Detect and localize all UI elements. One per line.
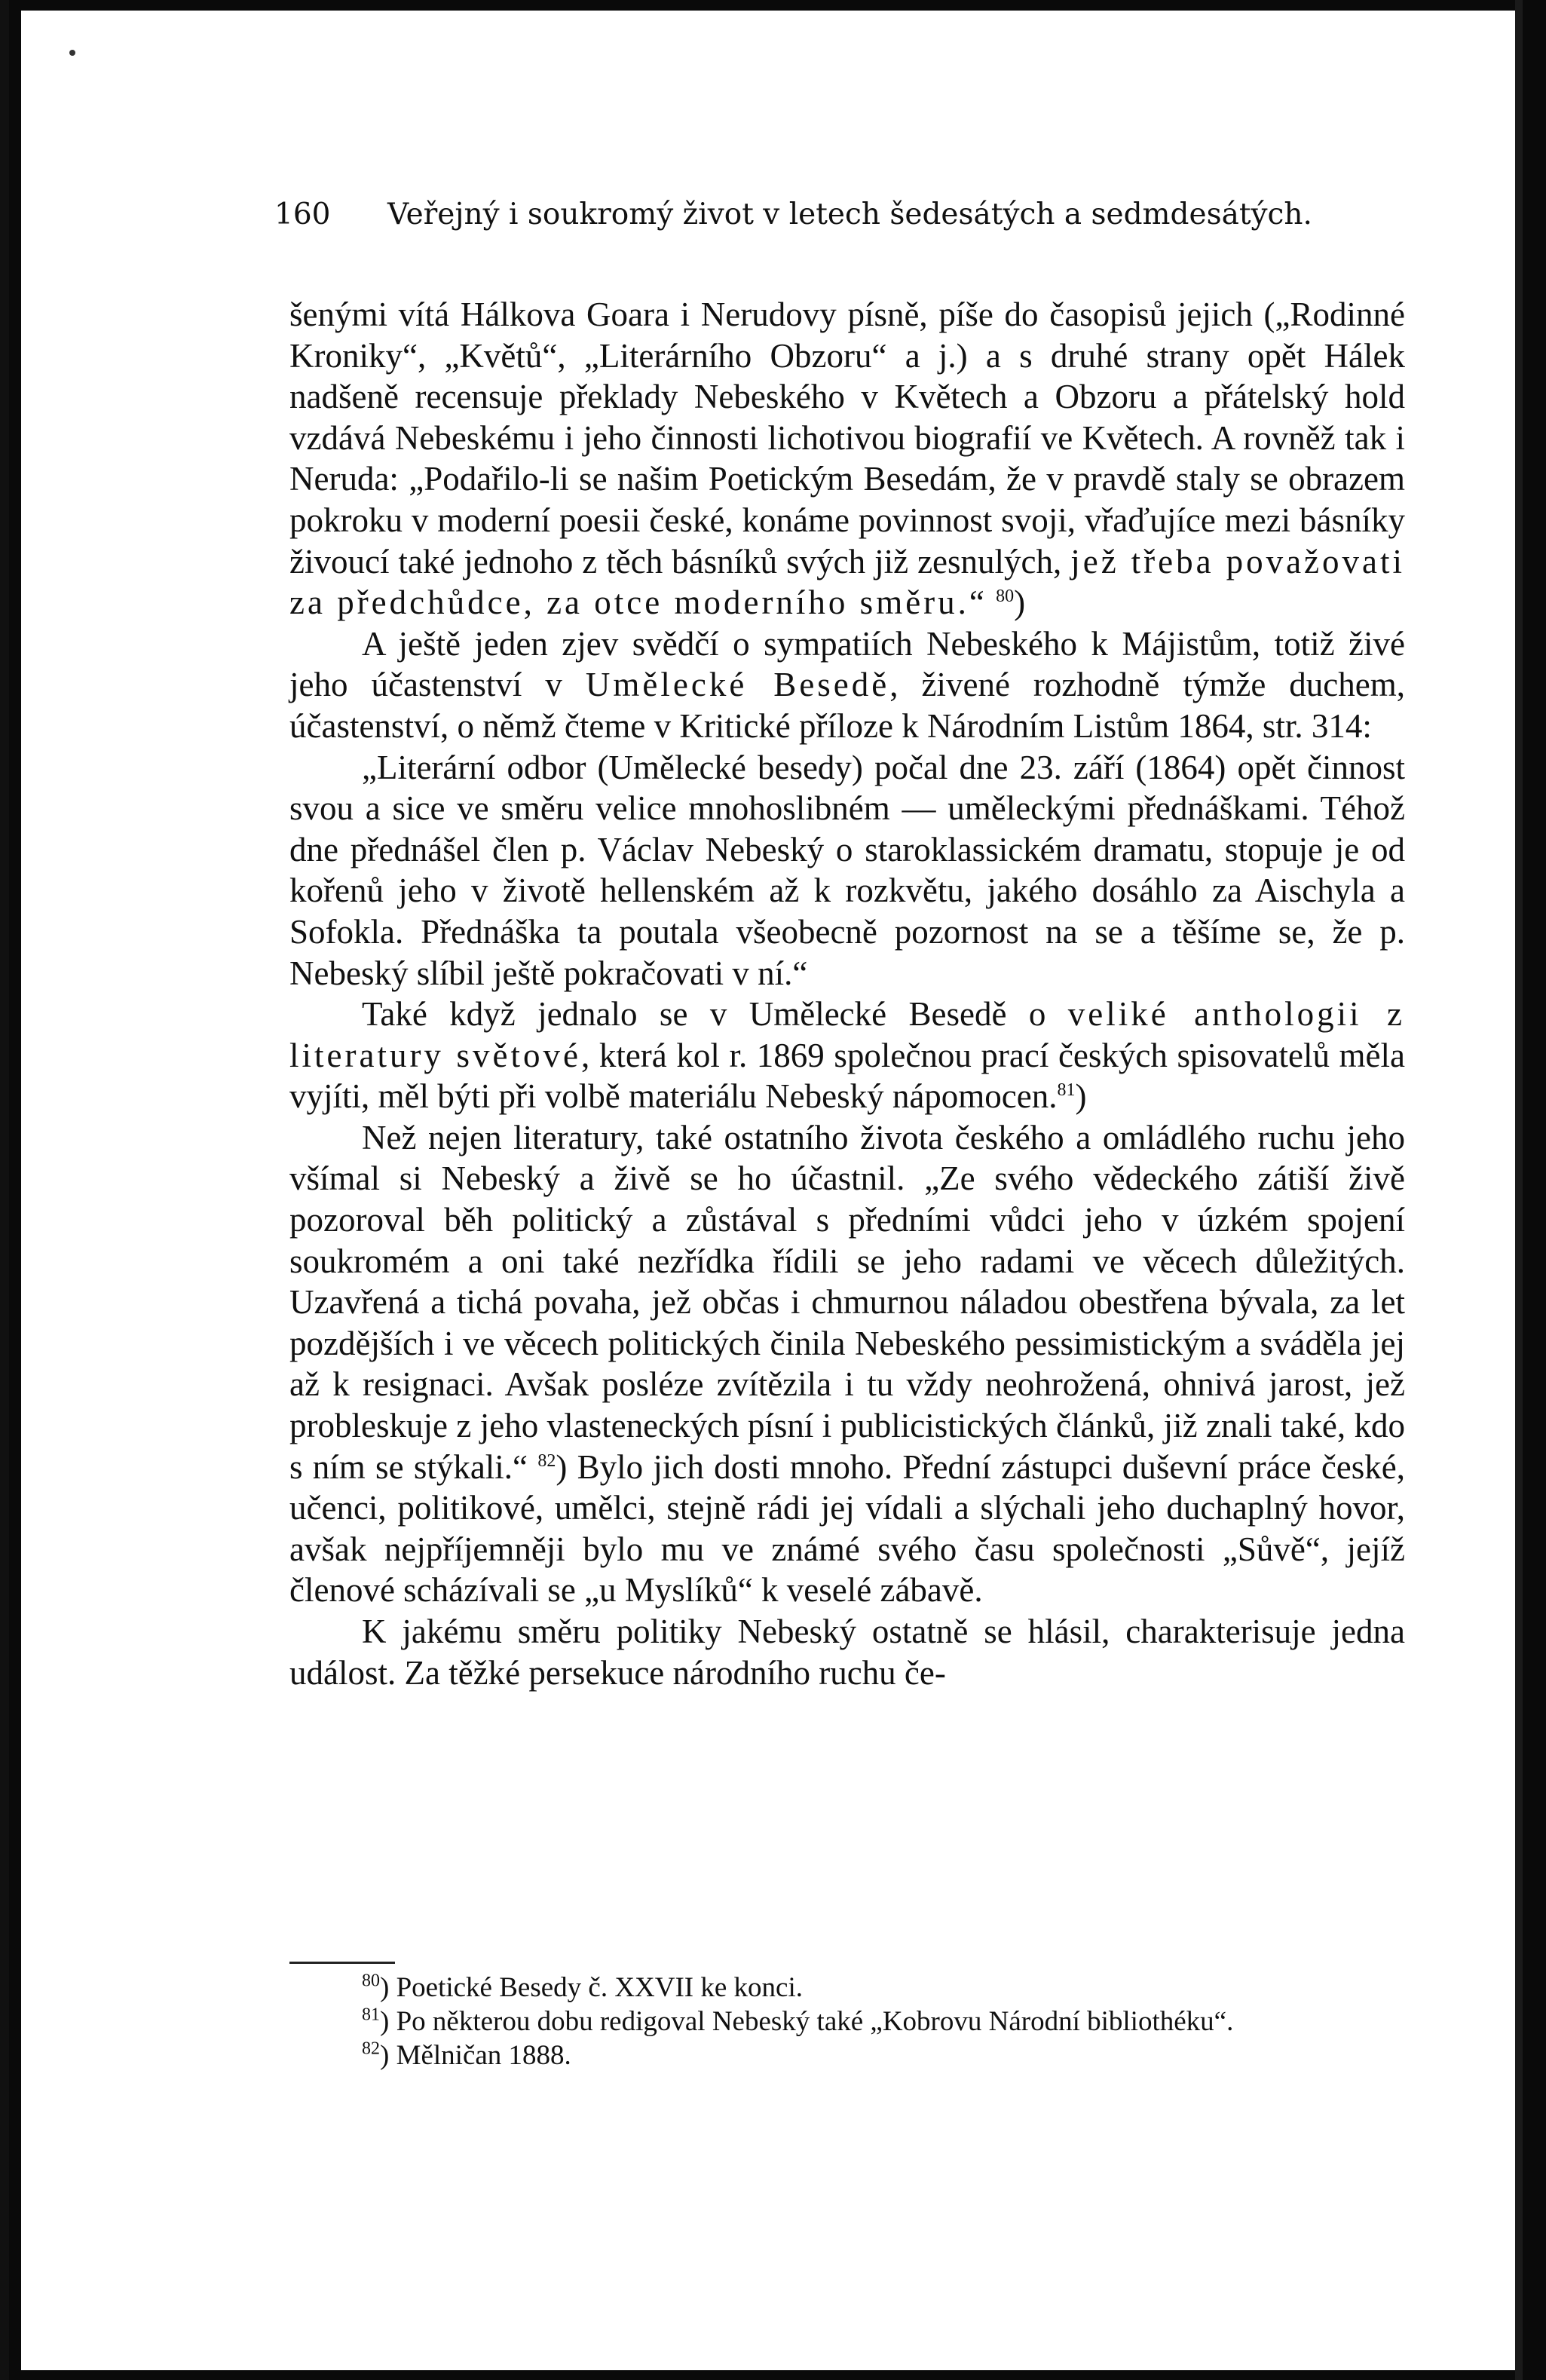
footnote-80-text: Poetické Besedy č. XXVII ke konci. [396, 1972, 804, 2003]
footnote-separator [289, 1962, 395, 1964]
paragraph-1-text: šenými vítá Hálkova Goara i Nerudovy písně, píše do časopisů jejich („Rodinné Kroniky“, „Květů“, „Literárního Obzoru“ a j.) a s druhé strany opět Hálek nadšeně recensuje překlady Nebeského v Květech a Obzoru a přátelský hold vzdává Nebeskému i jeho činnosti lichotivou biografií ve Květech. A rovněž tak i Neruda: „Podařilo-li se našim Poetickým Besedám, že v pravdě staly se obrazem pokroku v moderní poesii české, konáme povinnost svoji, vřaďujíce mezi básníky živoucí také jednoho z těch básníků svých již zesnulých, [289, 296, 1405, 580]
footnote-80: $^{80}$) Poetické Besedy č. XXVII ke konci. [362, 1971, 804, 2003]
paragraph-4-text-b: , která kol r. 1869 společnou prací českých spisovatelů měla vyjíti, měl býti při volbě materiálu Nebeský nápomocen. [289, 1036, 1405, 1116]
paragraph-5: Než nejen literatury, také ostatního života českého a omládlého ruchu jeho všímal si Nebeský a živě se ho účastnil. „Ze svého vědeckého zátiší živě pozoroval běh politický a zůstával s předními vůdci jeho v úzkém spojení soukromém a oni také nezřídka řídili se jeho radami ve věcech důležitých. Uzavřená a tichá povaha, jež občas i chmurnou náladou obestřena bývala, za let pozdějších i ve věcech politických činila Nebeského pessimistickým a sváděla jej až k resignaci. Avšak posléze zvítězila i tu vždy neohrožená, ohnivá jarost, jež probleskuje z jeho vlasteneckých písní i publicistických článků, již znali také, kdo s ním se stýkali.“ $^{82}$) Bylo jich dosti mnoho. Přední zástupci duševní práce české, učenci, politikové, umělci, stejně rádi jej vídali a slýchali jeho duchaplný hovor, avšak nejpříjemněji bylo mu ve známé svého času společnosti „Sůvě“, jejíž členové scházívali se „u Myslíků“ k veselé zábavě. [289, 1118, 1406, 1610]
body-text [289, 294, 1405, 1693]
paragraph-6: K jakému směru politiky Nebeský ostatně se hlásil, charakterisuje jedna událost. Za těžké persekuce národního ruchu če- [289, 1613, 1405, 1692]
page-number: 160 [274, 198, 331, 231]
scan-left-edge [0, 0, 9, 2380]
footnote-81-mark: 81 [362, 2005, 380, 2025]
footnotes [289, 1971, 1405, 2072]
footnote-82-mark: 82 [362, 2038, 380, 2059]
paragraph-2 [289, 623, 1405, 747]
paragraph-1-spaced: jež třeba považovati za předchůdce, za otce moderního směru.“ [289, 542, 1405, 622]
paragraph-2-text-b: , živené rozhodně týmže duchem, účastenství, o němž čteme v Kritické příloze k Národním Listům 1864, str. 314: [289, 666, 1405, 745]
running-title: Veřejný i soukromý život v letech šedesátých a sedmdesátých. [387, 198, 1312, 231]
scan-right-edge [1515, 0, 1523, 2380]
footnote-81-text: Po některou dobu redigoval Nebeský také „Kobrovu Národní bibliothéku“. [396, 2006, 1234, 2037]
footnote-81: $^{81}$) Po některou dobu redigoval Nebeský také „Kobrovu Národní bibliothéku“. [362, 2005, 1234, 2037]
paragraph-4-text-a: Také když jednalo se v Umělecké Besedě o [362, 995, 1068, 1034]
footnote-ref-80: 80 [996, 587, 1015, 607]
footnote-ref-81: 81 [1057, 1080, 1076, 1101]
scan-speck [69, 50, 75, 56]
footnote-80-mark: 80 [362, 1971, 380, 1991]
paragraph-2-spaced: Umělecké Besedě [585, 666, 890, 704]
running-header [274, 198, 1312, 231]
quotation: „Literární odbor (Umělecké besedy) počal dne 23. září (1864) opět činnost svou a sice ve směru velice mnohoslibném — uměleckými přednáškami. Téhož dne přednášel člen p. Václav Nebeský o staroklassickém dramatu, stopuje je od kořenů jeho v životě hellenském až k rozkvětu, jakého dosáhlo za Aischyla a Sofokla. Přednáška ta poutala všeobecně pozornost na se a těšíme se, že p. Nebeský slíbil ještě pokračovati v ní.“ [289, 748, 1405, 992]
paragraph-2-text-a: A ještě jeden zjev svědčí o sympatiích Nebeského k Májistům, totiž živé jeho účastenství v [289, 624, 1405, 704]
footnote-ref-82: 82 [537, 1450, 556, 1471]
paragraph-1: šenými vítá Hálkova Goara i Nerudovy písně, píše do časopisů jejich („Rodinné Kroniky“, „Květů“, „Literárního Obzoru“ a j.) a s druhé strany opět Hálek nadšeně recensuje překlady Nebeského v Květech a Obzoru a přátelský hold vzdává Nebeskému i jeho činnosti lichotivou biografií ve Květech. A rovněž tak i Neruda: „Podařilo-li se našim Poetickým Besedám, že v pravdě staly se obrazem pokroku v moderní poesii české, konáme povinnost svoji, vřaďujíce mezi básníky živoucí také jednoho z těch básníků svých již zesnulých, jež třeba považovati za předchůdce, za otce moderního směru.“ $^{80}$) [289, 296, 1405, 622]
paragraph-5-text-a: Než nejen literatury, také ostatního života českého a omládlého ruchu jeho všímal si Nebeský a živě se ho účastnil. „Ze svého vědeckého zátiší živě pozoroval běh politický a zůstával s předními vůdci jeho v úzkém spojení soukromém a oni také nezřídka řídili se jeho radami ve věcech důležitých. Uzavřená a tichá povaha, jež občas i chmurnou náladou obestřena bývala, za let pozdějších i ve věcech politických činila Nebeského pessimistickým a sváděla jej až k resignaci. Avšak posléze zvítězila i tu vždy neohrožená, ohnivá jarost, jež probleskuje z jeho vlasteneckých písní i publicistických článků, již znali také, kdo s ním se stýkali.“ [289, 1118, 1405, 1486]
paragraph-5-text-b: Bylo jich dosti mnoho. Přední zástupci duševní práce české, učenci, politikové, umělci, stejně rádi jej vídali a slýchali jeho duchaplný hovor, avšak nejpříjemněji bylo mu ve známé svého času společnosti „Sůvě“, jejíž členové scházívali se „u Myslíků“ k veselé zábavě. [289, 1447, 1406, 1610]
paragraph-4: Také když jednalo se v Umělecké Besedě o veliké anthologii z literatury světové, která kol r. 1869 společnou prací českých spisovatelů měla vyjíti, měl býti při volbě materiálu Nebeský nápomocen.$^{81}$) [289, 995, 1405, 1116]
paragraph-4-spaced: veliké anthologii z literatury světové [289, 995, 1405, 1074]
footnote-82-text: Mělničan 1888. [396, 2040, 571, 2071]
footnote-82: $^{82}$) Mělničan 1888. [362, 2038, 571, 2071]
